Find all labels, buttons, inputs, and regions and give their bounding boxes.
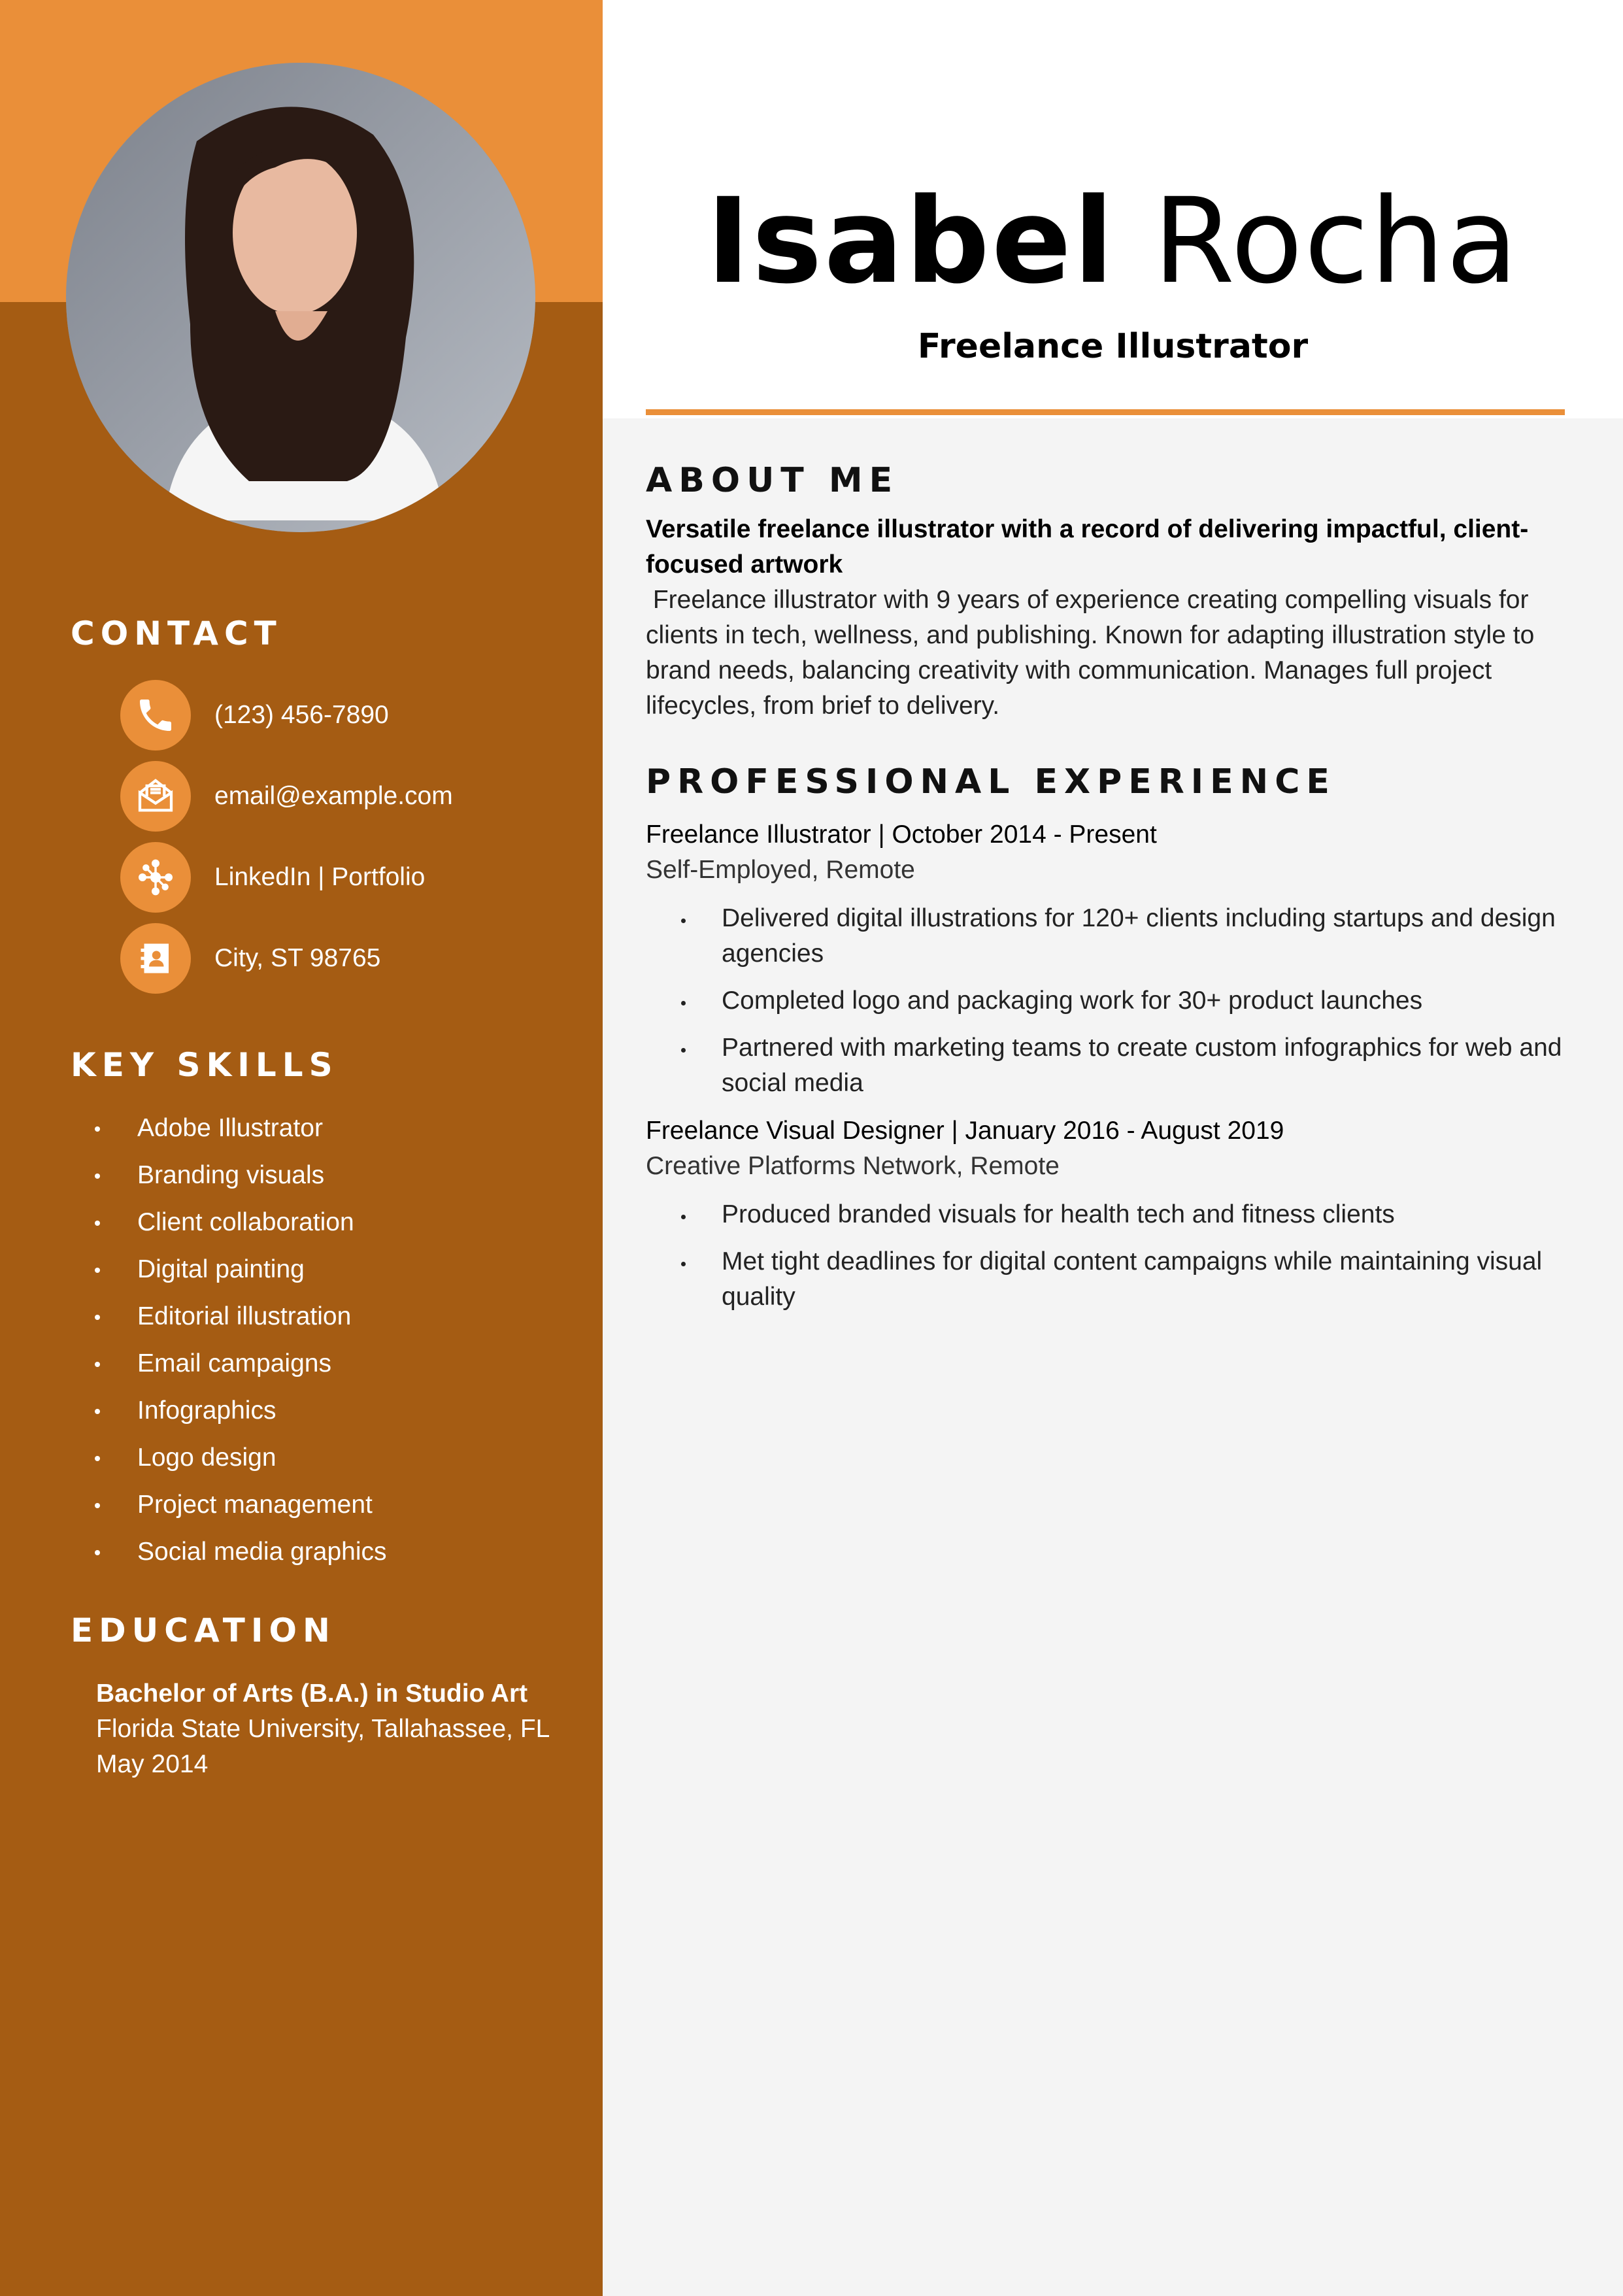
- about-lead: Versatile freelance illustrator with a record of delivering impactful, client-focused artwork: [646, 515, 1529, 579]
- skill-item: Email campaigns: [92, 1340, 387, 1387]
- skills-list: [92, 1105, 387, 1576]
- job-bullets: [646, 901, 1600, 1101]
- contact-phone: [120, 679, 389, 752]
- education-entry: [96, 1676, 550, 1782]
- job-entry-company: Self-Employed, Remote: [646, 856, 915, 884]
- address-book-icon: [120, 923, 191, 994]
- job-entry-company: Creative Platforms Network, Remote: [646, 1152, 1060, 1180]
- contact-email: [120, 760, 453, 833]
- email-icon: [120, 761, 191, 832]
- job-bullet: Completed logo and packaging work for 30+ product launches: [646, 983, 1600, 1019]
- contact-links: [120, 841, 425, 914]
- contact-address: [120, 922, 380, 995]
- job-bullet: Partnered with marketing teams to create custom infographics for web and social media: [646, 1030, 1600, 1101]
- education-date: May 2014: [96, 1750, 209, 1778]
- job-entry-title: Freelance Visual Designer | January 2016 - August 2019: [646, 1117, 1284, 1145]
- skill-item: Editorial illustration: [92, 1293, 387, 1340]
- first-name: Isabel: [706, 173, 1116, 310]
- about-heading: ABOUT ME: [646, 461, 899, 500]
- header-divider: [646, 409, 1565, 415]
- skill-item: Project management: [92, 1481, 387, 1528]
- email-text: email@example.com: [214, 782, 453, 810]
- skill-item: Logo design: [92, 1434, 387, 1481]
- education-degree: Bachelor of Arts (B.A.) in Studio Art: [96, 1680, 528, 1708]
- experience-heading: PROFESSIONAL EXPERIENCE: [646, 762, 1336, 802]
- contact-heading: CONTACT: [71, 615, 282, 652]
- links-text: LinkedIn | Portfolio: [214, 863, 426, 891]
- education-heading: EDUCATION: [71, 1612, 336, 1649]
- skills-heading: KEY SKILLS: [71, 1046, 339, 1084]
- job-bullet: Met tight deadlines for digital content campaigns while maintaining visual quality: [646, 1244, 1600, 1315]
- job-bullet: Produced branded visuals for health tech and fitness clients: [646, 1197, 1600, 1232]
- address-text: City, ST 98765: [214, 944, 381, 972]
- job-bullet: Delivered digital illustrations for 120+ clients including startups and design agencies: [646, 901, 1600, 971]
- phone-text: (123) 456-7890: [214, 701, 389, 729]
- job-title: Freelance Illustrator: [917, 327, 1309, 366]
- skill-item: Infographics: [92, 1387, 387, 1434]
- skill-item: Branding visuals: [92, 1152, 387, 1199]
- skill-item: Social media graphics: [92, 1528, 387, 1576]
- network-icon: [120, 842, 191, 913]
- candidate-name: [603, 173, 1623, 310]
- job-entry: [646, 817, 1600, 1113]
- about-body: Freelance illustrator with 9 years of experience creating compelling visuals for clients in tech, wellness, and publishing. Known for adapting illustration style to brand needs, balancing creativity with communication. Manages full project lifecycles, from brief to delivery.: [646, 586, 1542, 720]
- phone-icon: [120, 680, 191, 751]
- education-school: Florida State University, Tallahassee, FL: [96, 1715, 550, 1743]
- skill-item: Adobe Illustrator: [92, 1105, 387, 1152]
- skill-item: Digital painting: [92, 1246, 387, 1293]
- skill-item: Client collaboration: [92, 1199, 387, 1246]
- job-entry: [646, 1113, 1600, 1326]
- job-entry-title: Freelance Illustrator | October 2014 - Present: [646, 820, 1157, 849]
- profile-photo: [66, 63, 535, 532]
- job-bullets: [646, 1197, 1600, 1315]
- last-name: Rocha: [1152, 173, 1520, 310]
